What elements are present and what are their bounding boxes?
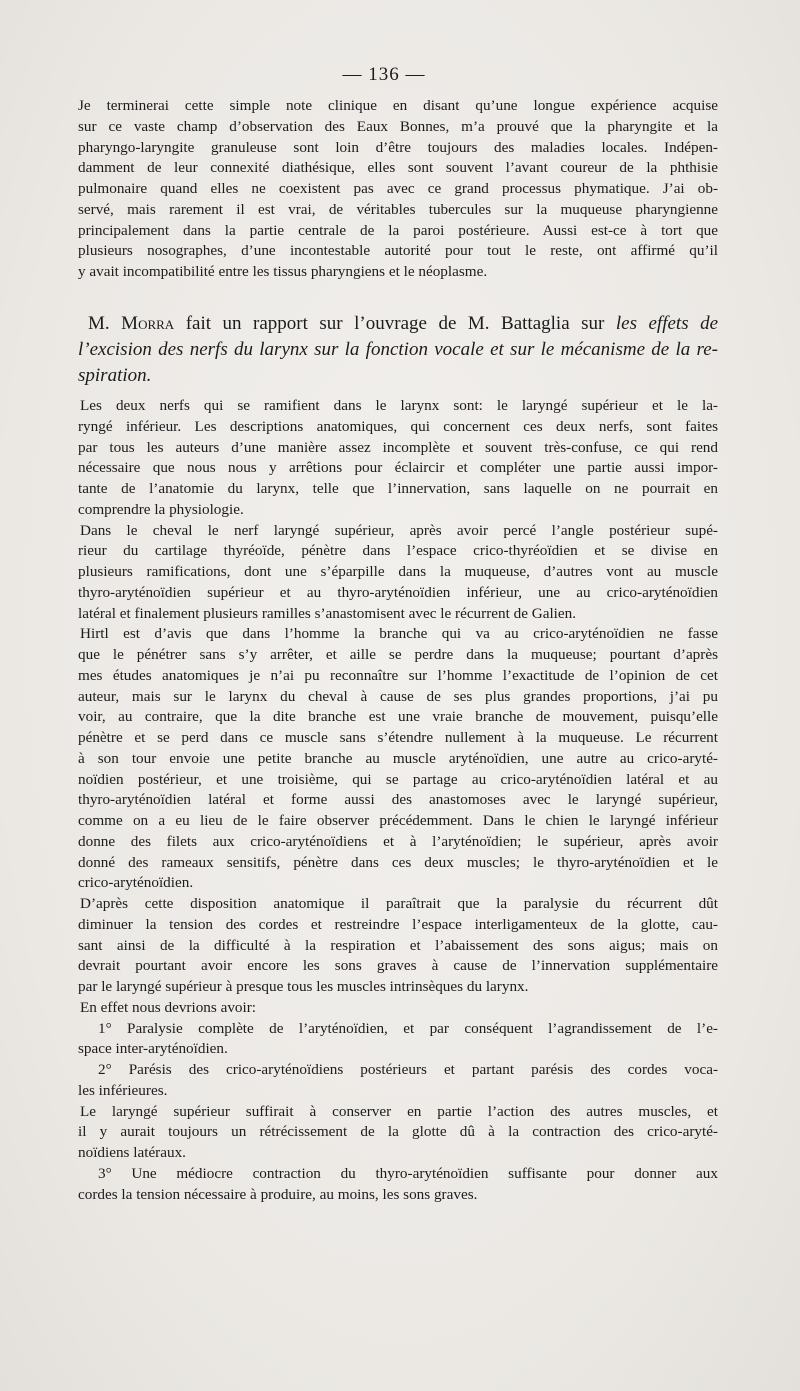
intro-line: plusieurs nosographes, d’une incontestable autorité pour tout le reste, ont affirmé qu’il: [78, 242, 718, 260]
report-title-part: les effets de: [615, 313, 719, 334]
body-line: mes études anatomiques je n’ai pu reconnaître sur l’homme l’exactitude de l’opinion de cet: [78, 666, 718, 684]
body-line: comprendre la physiologie.: [78, 500, 244, 518]
body-line: rieur du cartilage thyréoïde, pénètre dans l’espace crico-thyréoïdien et se divise en: [78, 542, 718, 560]
body-line: Dans le cheval le nerf laryngé supérieur, après avoir percé l’angle postérieur supé-: [80, 521, 718, 539]
body-line: les inférieures.: [78, 1081, 168, 1099]
body-line: space inter-aryténoïdien.: [78, 1040, 228, 1058]
report-author: Morra: [121, 313, 175, 334]
body-line: noïdien postérieur, et une troisième, qui se partage au crico-aryténoïdien latéral et au: [78, 770, 718, 788]
body-line: voir, au contraire, que la dite branche est une vraie branche de mouvement, puisqu’elle: [78, 708, 718, 726]
intro-line: pharyngo-laryngite granuleuse sont loin d’être toujours des maladies locales. Indépen-: [78, 138, 718, 156]
body-line: 1° Paralysie complète de l’aryténoïdien, et par conséquent l’agrandissement de l’e-: [98, 1019, 718, 1037]
intro-line: Je terminerai cette simple note clinique en disant qu’une longue expérience acquise: [78, 97, 718, 114]
body-line: nécessaire que nous nous y arrêtions pour éclaircir et compléter une partie aussi impor-: [78, 459, 718, 477]
report-intro-text: fait un rapport sur l’ouvrage de M. Battaglia sur: [185, 313, 605, 334]
body-text: [78, 396, 718, 1205]
body-line: latéral et finalement plusieurs ramilles s’anastomisent avec le récurrent de Galien.: [78, 604, 577, 622]
body-line: sant ainsi de la difficulté à la respiration et l’abaissement des sons aigus; mais on: [78, 936, 718, 954]
body-line: Les deux nerfs qui se ramifient dans le larynx sont: le laryngé supérieur et le la-: [80, 397, 718, 414]
body-line: thyro-aryténoïdien supérieur et au thyro-aryténoïdien inférieur, une au crico-aryténoïdien: [78, 583, 718, 601]
body-line: pénètre et se perd dans ce muscle sans s’étendre nullement à la muqueuse. Le récurrent: [78, 729, 718, 746]
body-line: par tous les auteurs d’une manière assez incomplète et souvent très-confuse, ce qui rend: [78, 438, 718, 456]
intro-line: sur ce vaste champ d’observation des Eaux Bonnes, m’a prouvé que la pharyngite et la: [78, 117, 718, 135]
intro-line: damment de leur connexité diathésique, elles sont souvent l’avant coureur de la phthisie: [78, 159, 718, 177]
body-line: il y aurait toujours un rétrécissement de la glotte dû à la contraction des crico-aryté-: [78, 1123, 718, 1141]
body-line: Le laryngé supérieur suffirait à conserver en partie l’action des autres muscles, et: [80, 1102, 718, 1120]
body-line: D’après cette disposition anatomique il paraîtrait que la paralysie du récurrent dût: [80, 895, 718, 912]
body-line: donné des rameaux sensitifs, pénètre dans ces deux muscles; le thyro-aryténoïdien et le: [78, 853, 718, 871]
body-line: donne des filets aux crico-aryténoïdiens et à l’aryténoïdien; le supérieur, après avoir: [78, 832, 718, 850]
intro-paragraph: [78, 96, 718, 283]
body-line: que le pénétrer sans s’y arrêter, et aille se perdre dans la muqueuse; pourtant d’après: [78, 646, 718, 663]
body-line: à son tour envoie une petite branche au muscle aryténoïdien, une autre au crico-aryté-: [78, 749, 718, 767]
body-line: 2° Parésis des crico-aryténoïdiens postérieurs et partant parésis des cordes voca-: [98, 1061, 718, 1078]
body-line: tante de l’anatomie du larynx, telle que l’innervation, sans laquelle on ne pourrait en: [78, 480, 718, 497]
body-line: 3° Une médiocre contraction du thyro-aryténoïdien suffisante pour donner aux: [98, 1164, 718, 1182]
intro-line: y avait incompatibilité entre les tissus pharyngiens et le néoplasme.: [78, 263, 488, 280]
page-number: — 136 —: [342, 64, 426, 85]
report-author-prefix: M.: [88, 313, 110, 334]
body-line: crico-aryténoïdien.: [78, 874, 194, 892]
body-line: devrait pourtant avoir encore les sons graves à cause de l’innervation supplémentaire: [78, 957, 718, 975]
body-line: comme on a eu lieu de le faire observer précédemment. Dans le chien le laryngé inférieur: [78, 812, 718, 829]
body-line: plusieurs ramifications, dont une s’éparpille dans la muqueuse, d’autres vont au muscle: [78, 563, 718, 580]
intro-line: servé, mais rarement il est vrai, de véritables tubercules sur la muqueuse pharyngienne: [78, 200, 718, 218]
body-line: par le laryngé supérieur à presque tous les muscles intrinsèques du larynx.: [78, 978, 529, 995]
body-line: thyro-aryténoïdien latéral et forme aussi des anastomoses avec le laryngé supérieur,: [78, 791, 718, 809]
body-line: ryngé inférieur. Les descriptions anatomiques, qui concernent ces deux nerfs, sont faites: [78, 417, 718, 435]
intro-line: pulmonaire quand elles ne coexistent pas avec ce grand processus phymatique. J’ai ob-: [78, 180, 718, 197]
intro-line: principalement dans la partie centrale de la paroi postérieure. Aussi est-ce à tort que: [78, 221, 718, 239]
report-heading: [78, 311, 718, 389]
body-line: diminuer la tension des cordes et restreindre l’espace interligamenteux de la glotte, cau-: [78, 915, 718, 933]
body-line: Hirtl est d’avis que dans l’homme la branche qui va au crico-aryténoïdien ne fasse: [80, 625, 718, 643]
body-line: cordes la tension nécessaire à produire, au moins, les sons graves.: [78, 1185, 478, 1203]
body-line: En effet nous devrions avoir:: [80, 998, 257, 1016]
body-line: auteur, mais sur le larynx du cheval à cause de ses plus grandes proportions, j’ai pu: [78, 687, 718, 705]
report-title-part: l’excision des nerfs du larynx sur la fonction vocale et sur le mécanisme de la re-: [78, 339, 718, 360]
body-line: noïdiens latéraux.: [78, 1144, 186, 1161]
report-title-part: spiration.: [78, 365, 152, 386]
